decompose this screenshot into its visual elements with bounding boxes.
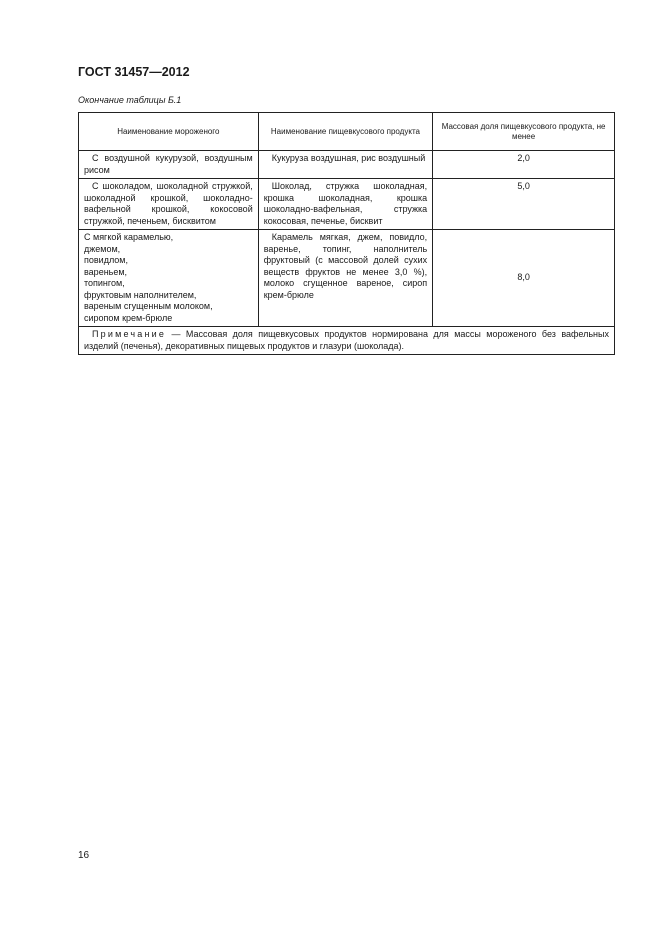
mass-fraction-cell: 5,0 — [433, 179, 615, 230]
list-item: джемом, — [84, 243, 121, 254]
icecream-name-cell — [79, 230, 259, 327]
product-name-cell: Карамель мягкая, джем, повидло, варенье, топинг, наполнитель фруктовый (с массовой долей сухих веществ фруктов не менее 3,0 %), молоко сгущенное вареное, сироп крем-брюле — [258, 230, 432, 327]
product-name-cell: Шоколад, стружка шоколадная, крошка шоколадная, крошка шоколадно-вафельная, стружка кокосовая, печенье, бисквит — [258, 179, 432, 230]
icecream-name-cell: С шоколадом, шоколадной стружкой, шоколадной крошкой, шоколадно-вафельной крошкой, кокосовой стружкой, печеньем, бисквитом — [79, 179, 259, 230]
table-note — [79, 327, 615, 355]
note-text: — Массовая доля пищевкусовых продуктов нормирована для массы мороженого без вафельных изделий (печенья), декоративных пищевых продуктов и глазури (шоколада). — [84, 329, 609, 351]
data-table — [78, 112, 615, 355]
column-header-icecream: Наименование мороженого — [79, 113, 259, 151]
list-item: вареньем, — [84, 266, 128, 277]
mass-fraction-cell: 8,0 — [433, 230, 615, 327]
table-caption: Окончание таблицы Б.1 — [78, 95, 182, 105]
product-name-cell: Кукуруза воздушная, рис воздушный — [258, 151, 432, 179]
mass-fraction-cell: 2,0 — [433, 151, 615, 179]
table-header-row — [79, 113, 615, 151]
icecream-name-cell: С воздушной кукурузой, воздушным рисом — [79, 151, 259, 179]
list-item: С мягкой карамелью, — [84, 232, 174, 242]
list-item: повидлом, — [84, 255, 128, 265]
list-item: топингом, — [84, 278, 125, 288]
document-title: ГОСТ 31457—2012 — [78, 65, 190, 79]
list-item: вареным сгущенным молоком, — [84, 301, 213, 311]
list-item: фруктовым наполнителем, — [84, 289, 197, 300]
table-row — [79, 230, 615, 327]
table-row — [79, 151, 615, 179]
note-label: Примечание — [92, 329, 167, 339]
table-note-row — [79, 327, 615, 355]
page-number: 16 — [78, 850, 90, 861]
table-row — [79, 179, 615, 230]
column-header-mass-fraction: Массовая доля пищевкусового продукта, не менее — [433, 113, 615, 151]
list-item: сиропом крем-брюле — [84, 312, 173, 323]
column-header-product: Наименование пищевкусового продукта — [258, 113, 432, 151]
